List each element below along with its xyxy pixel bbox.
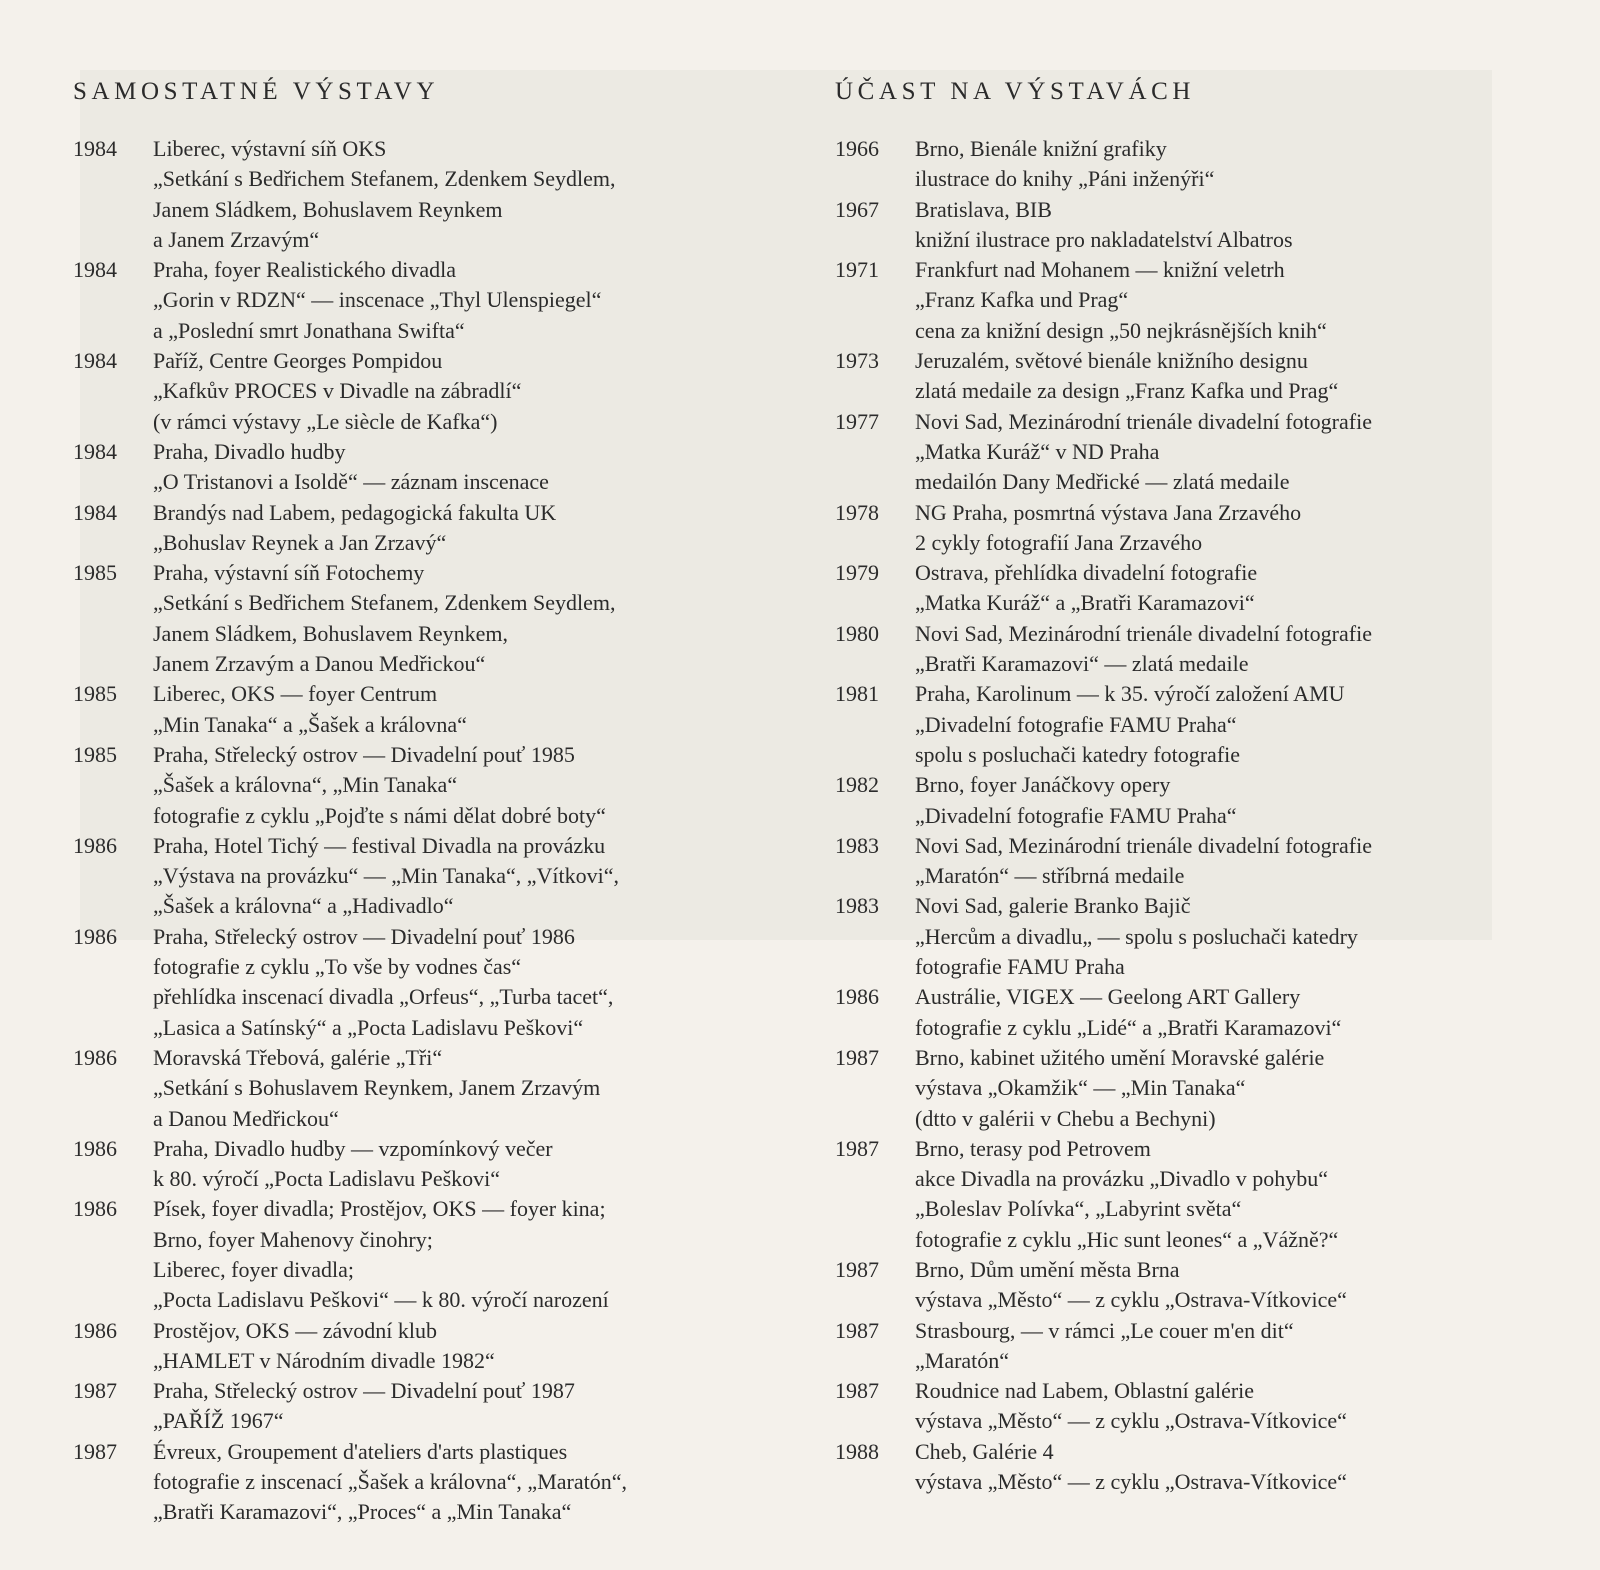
exhibition-details — [153, 255, 813, 346]
exhibition-detail-line: Paříž, Centre Georges Pompidou — [153, 348, 443, 374]
exhibition-year: 1971 — [835, 257, 879, 283]
exhibition-detail-line: Frankfurt nad Mohanem — knižní veletrh — [915, 257, 1285, 283]
exhibition-detail-line: 2 cykly fotografií Jana Zrzavého — [915, 529, 1203, 555]
exhibition-details — [915, 498, 1575, 559]
exhibition-details — [153, 1043, 813, 1134]
exhibition-details — [915, 558, 1575, 619]
exhibition-detail-line: Brno, foyer Janáčkovy opery — [915, 772, 1171, 798]
exhibition-entry — [73, 740, 813, 831]
exhibition-detail-line: výstava „Město“ — z cyklu „Ostrava-Vítkovice“ — [915, 1287, 1347, 1313]
exhibition-entry — [73, 1043, 813, 1134]
exhibition-detail-line: „Divadelní fotografie FAMU Praha“ — [915, 711, 1237, 737]
exhibition-detail-line: „Gorin v RDZN“ — inscenace „Thyl Ulenspiegel“ — [153, 287, 602, 313]
exhibition-details — [915, 831, 1575, 892]
exhibition-year: 1984 — [73, 499, 117, 525]
exhibition-detail-line: „Divadelní fotografie FAMU Praha“ — [915, 802, 1237, 828]
exhibition-detail-line: Brno, terasy pod Petrovem — [915, 1135, 1151, 1161]
exhibition-detail-line: „O Tristanovi a Isoldě“ — záznam inscenace — [153, 469, 549, 495]
exhibition-detail-line: „Matka Kuráž“ a „Bratři Karamazovi“ — [915, 590, 1255, 616]
exhibition-year: 1977 — [835, 408, 879, 434]
exhibition-detail-line: Janem Sládkem, Bohuslavem Reynkem, — [153, 620, 508, 646]
exhibition-detail-line: a Danou Medřickou“ — [153, 1105, 339, 1131]
exhibition-year: 1984 — [73, 257, 117, 283]
exhibition-entry — [73, 346, 813, 437]
exhibition-details — [915, 770, 1575, 831]
exhibition-year: 1987 — [835, 1256, 879, 1282]
exhibition-entry — [835, 831, 1575, 892]
exhibition-detail-line: Brandýs nad Labem, pedagogická fakulta UK — [153, 499, 557, 525]
exhibition-detail-line: a Janem Zrzavým“ — [153, 226, 320, 252]
exhibition-detail-line: k 80. výročí „Pocta Ladislavu Peškovi“ — [153, 1166, 501, 1192]
exhibition-year: 1986 — [73, 923, 117, 949]
exhibition-detail-line: fotografie z cyklu „Lidé“ a „Bratři Karamazovi“ — [915, 1014, 1342, 1040]
exhibition-entry — [835, 982, 1575, 1043]
exhibition-detail-line: fotografie z cyklu „To vše by vodnes čas“ — [153, 954, 522, 980]
exhibition-detail-line: „Boleslav Polívka“, „Labyrint světa“ — [915, 1196, 1242, 1222]
exhibition-detail-line: Novi Sad, galerie Branko Bajič — [915, 893, 1191, 919]
exhibition-detail-line: Janem Zrzavým a Danou Medřickou“ — [153, 651, 486, 677]
exhibition-details — [915, 1316, 1575, 1377]
exhibition-detail-line: fotografie z inscenací „Šašek a královna“, „Maratón“, — [153, 1469, 627, 1495]
exhibition-entry — [835, 770, 1575, 831]
exhibition-detail-line: „Franz Kafka und Prag“ — [915, 287, 1129, 313]
exhibition-year: 1985 — [73, 560, 117, 586]
exhibition-detail-line: „Bratři Karamazovi“, „Proces“ a „Min Tanaka“ — [153, 1499, 572, 1525]
exhibition-detail-line: „Pocta Ladislavu Peškovi“ — k 80. výročí narození — [153, 1287, 609, 1313]
exhibition-entry — [835, 1043, 1575, 1134]
exhibition-entry — [73, 255, 813, 346]
exhibition-details — [153, 740, 813, 831]
exhibition-year: 1984 — [73, 348, 117, 374]
exhibition-year: 1973 — [835, 348, 879, 374]
exhibition-details — [153, 1316, 813, 1377]
exhibition-year: 1986 — [73, 1135, 117, 1161]
exhibition-detail-line: Praha, Střelecký ostrov — Divadelní pouť 1986 — [153, 923, 575, 949]
exhibition-details — [915, 255, 1575, 346]
exhibition-detail-line: přehlídka inscenací divadla „Orfeus“, „Turba tacet“, — [153, 984, 614, 1010]
exhibition-detail-line: NG Praha, posmrtná výstava Jana Zrzavého — [915, 499, 1302, 525]
exhibition-entry — [73, 498, 813, 559]
exhibition-year: 1987 — [835, 1135, 879, 1161]
group-exhibitions-list — [835, 134, 1575, 1497]
exhibition-year: 1986 — [73, 1317, 117, 1343]
exhibition-entry — [835, 558, 1575, 619]
exhibition-year: 1984 — [73, 438, 117, 464]
exhibition-details — [153, 679, 813, 740]
exhibition-year: 1979 — [835, 560, 879, 586]
exhibition-entry — [835, 346, 1575, 407]
exhibition-detail-line: výstava „Město“ — z cyklu „Ostrava-Vítkovice“ — [915, 1469, 1347, 1495]
exhibition-year: 1980 — [835, 620, 879, 646]
group-exhibitions-heading: ÚČAST NA VÝSTAVÁCH — [835, 78, 1196, 105]
exhibition-entry — [835, 891, 1575, 982]
exhibition-detail-line: „Matka Kuráž“ v ND Praha — [915, 438, 1160, 464]
exhibition-details — [153, 1376, 813, 1437]
exhibition-detail-line: Moravská Třebová, galérie „Tři“ — [153, 1044, 443, 1070]
exhibition-detail-line: „HAMLET v Národním divadle 1982“ — [153, 1347, 495, 1373]
exhibition-details — [915, 134, 1575, 195]
exhibition-details — [153, 437, 813, 498]
exhibition-detail-line: Roudnice nad Labem, Oblastní galérie — [915, 1378, 1255, 1404]
exhibition-entry — [835, 407, 1575, 498]
exhibition-entry — [73, 1194, 813, 1315]
exhibition-detail-line: „Lasica a Satínský“ a „Pocta Ladislavu Peškovi“ — [153, 1014, 584, 1040]
exhibition-detail-line: Évreux, Groupement d'ateliers d'arts plastiques — [153, 1438, 568, 1464]
exhibition-entry — [835, 1316, 1575, 1377]
exhibition-detail-line: Prostějov, OKS — závodní klub — [153, 1317, 437, 1343]
exhibition-details — [915, 619, 1575, 680]
exhibition-details — [915, 1134, 1575, 1255]
solo-exhibitions-heading: SAMOSTATNÉ VÝSTAVY — [73, 78, 440, 105]
exhibition-detail-line: knižní ilustrace pro nakladatelství Albatros — [915, 226, 1293, 252]
exhibition-entry — [73, 1376, 813, 1437]
exhibition-detail-line: Janem Sládkem, Bohuslavem Reynkem — [153, 196, 503, 222]
exhibition-detail-line: „Setkání s Bohuslavem Reynkem, Janem Zrzavým — [153, 1075, 601, 1101]
exhibition-details — [915, 1255, 1575, 1316]
exhibition-detail-line: (dtto v galérii v Chebu a Bechyni) — [915, 1105, 1216, 1131]
exhibition-entry — [835, 134, 1575, 195]
exhibition-detail-line: a „Poslední smrt Jonathana Swifta“ — [153, 317, 465, 343]
exhibition-year: 1986 — [73, 832, 117, 858]
exhibition-detail-line: Ostrava, přehlídka divadelní fotografie — [915, 560, 1258, 586]
exhibition-detail-line: Liberec, foyer divadla; — [153, 1256, 354, 1282]
exhibition-detail-line: „Bohuslav Reynek a Jan Zrzavý“ — [153, 529, 447, 555]
exhibition-entry — [835, 255, 1575, 346]
exhibition-detail-line: Písek, foyer divadla; Prostějov, OKS — foyer kina; — [153, 1196, 606, 1222]
exhibition-year: 1985 — [73, 741, 117, 767]
exhibition-details — [915, 195, 1575, 256]
exhibition-detail-line: „Maratón“ — [915, 1347, 1010, 1373]
exhibition-year: 1986 — [73, 1044, 117, 1070]
exhibition-detail-line: Cheb, Galérie 4 — [915, 1438, 1054, 1464]
exhibition-detail-line: Austrálie, VIGEX — Geelong ART Gallery — [915, 984, 1301, 1010]
exhibition-details — [915, 407, 1575, 498]
exhibition-year: 1966 — [835, 136, 879, 161]
exhibition-entry — [835, 1134, 1575, 1255]
exhibition-detail-line: „Min Tanaka“ a „Šašek a královna“ — [153, 711, 467, 737]
exhibition-detail-line: Strasbourg, — v rámci „Le couer m'en dit“ — [915, 1317, 1294, 1343]
exhibition-detail-line: výstava „Okamžik“ — „Min Tanaka“ — [915, 1075, 1246, 1101]
exhibition-detail-line: Praha, Střelecký ostrov — Divadelní pouť 1987 — [153, 1378, 575, 1404]
exhibition-detail-line: Praha, Divadlo hudby — [153, 438, 346, 464]
exhibition-detail-line: Liberec, OKS — foyer Centrum — [153, 681, 438, 707]
exhibition-detail-line: „Bratři Karamazovi“ — zlatá medaile — [915, 651, 1249, 677]
exhibition-detail-line: „Šašek a královna“ a „Hadivadlo“ — [153, 893, 454, 919]
exhibition-detail-line: fotografie FAMU Praha — [915, 954, 1125, 980]
exhibition-entry — [73, 1134, 813, 1195]
exhibition-detail-line: spolu s posluchači katedry fotografie — [915, 741, 1241, 767]
exhibition-year: 1978 — [835, 499, 879, 525]
solo-exhibitions-column — [73, 72, 813, 1528]
exhibition-detail-line: Brno, foyer Mahenovy činohry; — [153, 1226, 433, 1252]
exhibition-details — [153, 831, 813, 922]
exhibition-year: 1987 — [835, 1044, 879, 1070]
exhibition-detail-line: zlatá medaile za design „Franz Kafka und Prag“ — [915, 378, 1339, 404]
exhibition-details — [915, 1437, 1575, 1498]
exhibition-detail-line: „Setkání s Bedřichem Stefanem, Zdenkem Seydlem, — [153, 166, 616, 192]
exhibition-detail-line: fotografie z cyklu „Pojďte s námi dělat dobré boty“ — [153, 802, 606, 828]
exhibition-entry — [835, 1376, 1575, 1437]
exhibition-details — [915, 346, 1575, 407]
exhibition-year: 1987 — [835, 1378, 879, 1404]
exhibition-entry — [73, 1437, 813, 1528]
exhibition-detail-line: Praha, Karolinum — k 35. výročí založení AMU — [915, 681, 1345, 707]
exhibition-detail-line: fotografie z cyklu „Hic sunt leones“ a „Vážně?“ — [915, 1226, 1339, 1252]
exhibition-detail-line: Brno, kabinet užitého umění Moravské galérie — [915, 1044, 1325, 1070]
exhibition-detail-line: Praha, Divadlo hudby — vzpomínkový večer — [153, 1135, 553, 1161]
exhibition-entry — [73, 437, 813, 498]
exhibition-year: 1986 — [73, 1196, 117, 1222]
exhibition-entry — [835, 619, 1575, 680]
exhibition-detail-line: „Hercům a divadlu„ — spolu s posluchači katedry — [915, 923, 1358, 949]
exhibition-entry — [73, 134, 813, 255]
exhibition-detail-line: cena za knižní design „50 nejkrásnějších knih“ — [915, 317, 1327, 343]
exhibition-detail-line: akce Divadla na provázku „Divadlo v pohybu“ — [915, 1166, 1328, 1192]
exhibition-detail-line: „Maratón“ — stříbrná medaile — [915, 863, 1185, 889]
exhibition-details — [915, 1376, 1575, 1437]
exhibition-detail-line: Novi Sad, Mezinárodní trienále divadelní fotografie — [915, 408, 1372, 434]
exhibition-year: 1987 — [73, 1378, 117, 1404]
exhibition-detail-line: „Setkání s Bedřichem Stefanem, Zdenkem Seydlem, — [153, 590, 616, 616]
exhibition-details — [915, 891, 1575, 982]
exhibition-detail-line: Praha, Hotel Tichý — festival Divadla na provázku — [153, 832, 606, 858]
exhibition-details — [153, 346, 813, 437]
exhibition-year: 1981 — [835, 681, 879, 707]
exhibition-detail-line: „Šašek a královna“, „Min Tanaka“ — [153, 772, 458, 798]
exhibition-entry — [835, 195, 1575, 256]
exhibition-detail-line: Liberec, výstavní síň OKS — [153, 136, 387, 161]
exhibition-year: 1986 — [835, 984, 879, 1010]
exhibition-entry — [73, 679, 813, 740]
exhibition-entry — [73, 922, 813, 1043]
exhibition-year: 1985 — [73, 681, 117, 707]
exhibition-details — [915, 982, 1575, 1043]
exhibition-details — [915, 1043, 1575, 1134]
exhibition-details — [153, 558, 813, 679]
exhibition-detail-line: Bratislava, BIB — [915, 196, 1052, 222]
exhibition-detail-line: Brno, Dům umění města Brna — [915, 1256, 1180, 1282]
exhibition-detail-line: „PAŘÍŽ 1967“ — [153, 1408, 284, 1434]
exhibition-detail-line: Praha, Střelecký ostrov — Divadelní pouť 1985 — [153, 741, 575, 767]
exhibition-details — [153, 1134, 813, 1195]
exhibition-detail-line: Novi Sad, Mezinárodní trienále divadelní fotografie — [915, 832, 1372, 858]
exhibition-detail-line: Brno, Bienále knižní grafiky — [915, 136, 1167, 161]
exhibition-entry — [73, 831, 813, 922]
exhibition-detail-line: výstava „Město“ — z cyklu „Ostrava-Vítkovice“ — [915, 1408, 1347, 1434]
exhibition-year: 1984 — [73, 136, 117, 161]
exhibition-details — [153, 134, 813, 255]
exhibition-detail-line: „Kafkův PROCES v Divadle na zábradlí“ — [153, 378, 522, 404]
exhibition-year: 1987 — [73, 1438, 117, 1464]
exhibition-details — [153, 922, 813, 1043]
exhibition-year: 1967 — [835, 196, 879, 222]
exhibition-details — [153, 1437, 813, 1528]
exhibition-detail-line: medailón Dany Medřické — zlatá medaile — [915, 469, 1290, 495]
group-exhibitions-column — [835, 72, 1575, 1497]
exhibition-year: 1983 — [835, 832, 879, 858]
exhibition-details — [153, 1194, 813, 1315]
exhibition-year: 1983 — [835, 893, 879, 919]
exhibition-year: 1988 — [835, 1438, 879, 1464]
exhibition-detail-line: „Výstava na provázku“ — „Min Tanaka“, „Vítkovi“, — [153, 863, 619, 889]
exhibition-entry — [835, 1437, 1575, 1498]
exhibition-details — [153, 498, 813, 559]
exhibition-detail-line: Jeruzalém, světové bienále knižního designu — [915, 348, 1308, 374]
solo-exhibitions-list — [73, 134, 813, 1528]
exhibition-detail-line: Novi Sad, Mezinárodní trienále divadelní fotografie — [915, 620, 1372, 646]
exhibition-year: 1987 — [835, 1317, 879, 1343]
exhibition-detail-line: Praha, výstavní síň Fotochemy — [153, 560, 425, 586]
exhibition-entry — [835, 679, 1575, 770]
exhibition-entry — [73, 1316, 813, 1377]
exhibition-entry — [835, 1255, 1575, 1316]
exhibition-detail-line: Praha, foyer Realistického divadla — [153, 257, 457, 283]
exhibition-details — [915, 679, 1575, 770]
exhibition-entry — [73, 558, 813, 679]
exhibition-detail-line: (v rámci výstavy „Le siècle de Kafka“) — [153, 408, 498, 434]
exhibition-entry — [835, 498, 1575, 559]
exhibition-detail-line: ilustrace do knihy „Páni inženýři“ — [915, 166, 1215, 192]
exhibition-year: 1982 — [835, 772, 879, 798]
